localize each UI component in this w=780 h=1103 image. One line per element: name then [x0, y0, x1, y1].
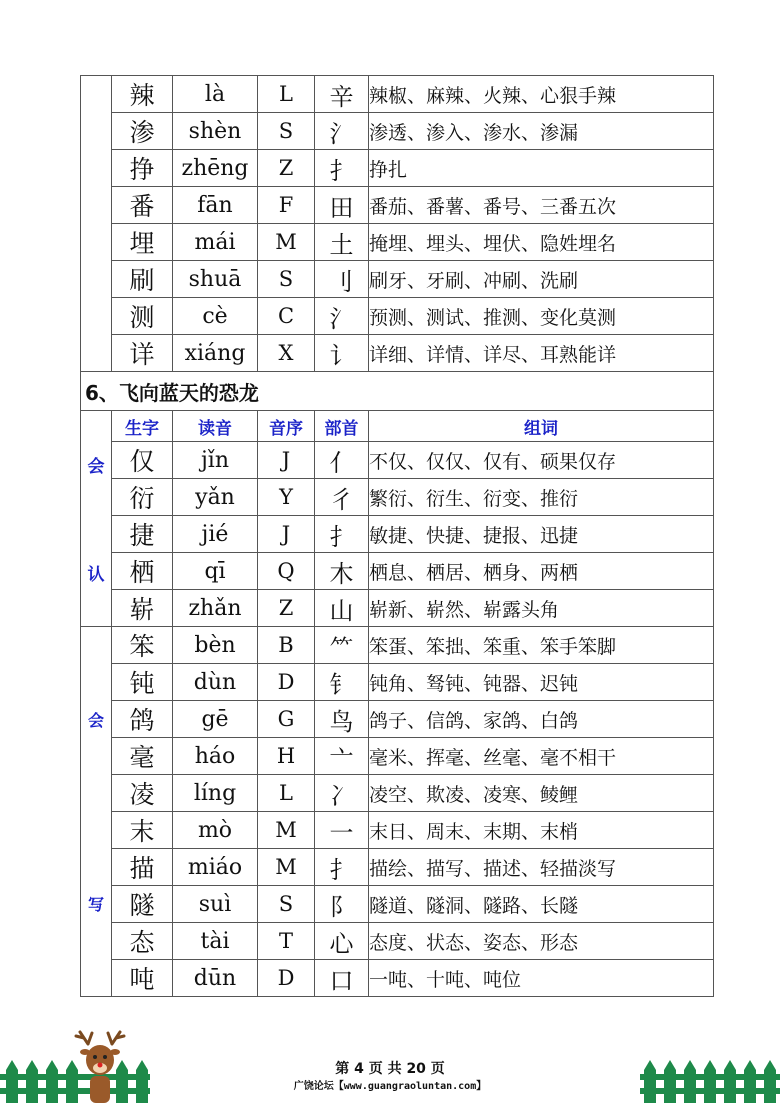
pinyin-cell: gē — [173, 701, 258, 738]
index-letter-cell: F — [258, 187, 315, 224]
index-letter-cell: T — [258, 923, 315, 960]
column-header-index: 音序 — [258, 411, 315, 442]
table-row — [81, 224, 714, 261]
pinyin-cell: líng — [173, 775, 258, 812]
pinyin-cell: jǐn — [173, 442, 258, 479]
radical-cell: 木 — [315, 553, 369, 590]
words-cell: 敏捷、快捷、捷报、迅捷 — [369, 516, 714, 553]
table-row — [81, 590, 714, 627]
words-cell: 态度、状态、姿态、形态 — [369, 923, 714, 960]
character-cell: 捷 — [112, 516, 173, 553]
index-letter-cell: H — [258, 738, 315, 775]
table-row — [81, 516, 714, 553]
character-cell: 崭 — [112, 590, 173, 627]
page-number: 第 4 页 共 20 页 — [335, 1061, 445, 1077]
pinyin-cell: dùn — [173, 664, 258, 701]
table-row — [81, 187, 714, 224]
pinyin-cell: háo — [173, 738, 258, 775]
pinyin-cell: bèn — [173, 627, 258, 664]
index-letter-cell: J — [258, 516, 315, 553]
radical-cell: 土 — [315, 224, 369, 261]
words-cell: 崭新、崭然、崭露头角 — [369, 590, 714, 627]
character-cell: 吨 — [112, 960, 173, 997]
radical-cell: 鸟 — [315, 701, 369, 738]
index-letter-cell: M — [258, 812, 315, 849]
column-header-radical: 部首 — [315, 411, 369, 442]
words-cell: 挣扎 — [369, 150, 714, 187]
section-label-char: 写 — [87, 895, 104, 915]
index-letter-cell: L — [258, 76, 315, 113]
index-letter-cell: D — [258, 664, 315, 701]
words-cell: 末日、周末、末期、末梢 — [369, 812, 714, 849]
pinyin-cell: cè — [173, 298, 258, 335]
column-header-pinyin: 读音 — [173, 411, 258, 442]
table-row — [81, 775, 714, 812]
words-cell: 一吨、十吨、吨位 — [369, 960, 714, 997]
radical-cell: 辛 — [315, 76, 369, 113]
pinyin-cell: tài — [173, 923, 258, 960]
radical-cell: 口 — [315, 960, 369, 997]
lesson-title: 6、飞向蓝天的恐龙 — [81, 372, 714, 411]
character-cell: 埋 — [112, 224, 173, 261]
pinyin-cell: shèn — [173, 113, 258, 150]
character-cell: 挣 — [112, 150, 173, 187]
column-header-char: 生字 — [112, 411, 173, 442]
radical-cell: 钅 — [315, 664, 369, 701]
table-row — [81, 113, 714, 150]
vocab-table — [80, 75, 714, 997]
character-cell: 态 — [112, 923, 173, 960]
character-cell: 详 — [112, 335, 173, 372]
character-cell: 末 — [112, 812, 173, 849]
table-row — [81, 886, 714, 923]
index-letter-cell: M — [258, 849, 315, 886]
radical-cell: 心 — [315, 923, 369, 960]
table-row — [81, 960, 714, 997]
words-cell: 凌空、欺凌、凌寒、鲮鲤 — [369, 775, 714, 812]
pinyin-cell: xiáng — [173, 335, 258, 372]
section-recognize — [81, 411, 112, 627]
index-letter-cell: J — [258, 442, 315, 479]
pinyin-cell: jié — [173, 516, 258, 553]
character-cell: 衍 — [112, 479, 173, 516]
table-row — [81, 664, 714, 701]
words-cell: 描绘、描写、描述、轻描淡写 — [369, 849, 714, 886]
character-cell: 笨 — [112, 627, 173, 664]
radical-cell: 扌 — [315, 849, 369, 886]
index-letter-cell: L — [258, 775, 315, 812]
column-header-words: 组词 — [369, 411, 714, 442]
words-cell: 掩埋、埋头、埋伏、隐姓埋名 — [369, 224, 714, 261]
pinyin-cell: zhēng — [173, 150, 258, 187]
radical-cell: 氵 — [315, 298, 369, 335]
pinyin-cell: qī — [173, 553, 258, 590]
radical-cell: 亠 — [315, 738, 369, 775]
character-cell: 隧 — [112, 886, 173, 923]
words-cell: 隧道、隧洞、隧路、长隧 — [369, 886, 714, 923]
table-row — [81, 627, 714, 664]
table-row — [81, 849, 714, 886]
header-row — [81, 411, 714, 442]
words-cell: 详细、详情、详尽、耳熟能详 — [369, 335, 714, 372]
table-row — [81, 442, 714, 479]
words-cell: 渗透、渗入、渗水、渗漏 — [369, 113, 714, 150]
character-cell: 栖 — [112, 553, 173, 590]
character-cell: 辣 — [112, 76, 173, 113]
words-cell: 预测、测试、推测、变化莫测 — [369, 298, 714, 335]
character-cell: 鸽 — [112, 701, 173, 738]
pinyin-cell: zhǎn — [173, 590, 258, 627]
radical-cell: 氵 — [315, 113, 369, 150]
table-row — [81, 812, 714, 849]
character-cell: 渗 — [112, 113, 173, 150]
pinyin-cell: suì — [173, 886, 258, 923]
words-cell: 栖息、栖居、栖身、两栖 — [369, 553, 714, 590]
words-cell: 辣椒、麻辣、火辣、心狠手辣 — [369, 76, 714, 113]
section-label-char: 会 — [87, 710, 104, 730]
table-row — [81, 701, 714, 738]
index-letter-cell: Y — [258, 479, 315, 516]
radical-cell: 冫 — [315, 775, 369, 812]
radical-cell: 田 — [315, 187, 369, 224]
pinyin-cell: dūn — [173, 960, 258, 997]
radical-cell: ⺮ — [315, 627, 369, 664]
table-row — [81, 150, 714, 187]
index-letter-cell: D — [258, 960, 315, 997]
character-cell: 番 — [112, 187, 173, 224]
table-row — [81, 76, 714, 113]
character-cell: 描 — [112, 849, 173, 886]
words-cell: 钝角、驽钝、钝器、迟钝 — [369, 664, 714, 701]
index-letter-cell: G — [258, 701, 315, 738]
radical-cell: 一 — [315, 812, 369, 849]
words-cell: 鸽子、信鸽、家鸽、白鸽 — [369, 701, 714, 738]
pinyin-cell: fān — [173, 187, 258, 224]
words-cell: 刷牙、牙刷、冲刷、洗刷 — [369, 261, 714, 298]
section-label-char: 认 — [87, 564, 105, 585]
character-cell: 毫 — [112, 738, 173, 775]
section-label-char: 会 — [87, 457, 105, 478]
words-cell: 毫米、挥毫、丝毫、毫不相干 — [369, 738, 714, 775]
table-row — [81, 738, 714, 775]
index-letter-cell: Z — [258, 150, 315, 187]
character-cell: 刷 — [112, 261, 173, 298]
pinyin-cell: là — [173, 76, 258, 113]
table-row — [81, 298, 714, 335]
radical-cell: 讠 — [315, 335, 369, 372]
table-row — [81, 923, 714, 960]
table-row — [81, 335, 714, 372]
words-cell: 繁衍、衍生、衍变、推衍 — [369, 479, 714, 516]
table-row — [81, 479, 714, 516]
radical-cell: 扌 — [315, 150, 369, 187]
section-label-empty — [81, 76, 112, 372]
radical-cell: 山 — [315, 590, 369, 627]
site-credit: 广饶论坛【www.guangraoluntan.com】 — [293, 1081, 487, 1092]
character-cell: 仅 — [112, 442, 173, 479]
character-cell: 凌 — [112, 775, 173, 812]
index-letter-cell: X — [258, 335, 315, 372]
index-letter-cell: M — [258, 224, 315, 261]
section-write — [81, 627, 112, 997]
character-cell: 钝 — [112, 664, 173, 701]
words-cell: 番茄、番薯、番号、三番五次 — [369, 187, 714, 224]
index-letter-cell: B — [258, 627, 315, 664]
radical-cell: 亻 — [315, 442, 369, 479]
table-row — [81, 261, 714, 298]
radical-cell: 彳 — [315, 479, 369, 516]
table-row — [81, 553, 714, 590]
words-cell: 笨蛋、笨拙、笨重、笨手笨脚 — [369, 627, 714, 664]
index-letter-cell: S — [258, 261, 315, 298]
index-letter-cell: C — [258, 298, 315, 335]
index-letter-cell: S — [258, 113, 315, 150]
pinyin-cell: mái — [173, 224, 258, 261]
words-cell: 不仅、仅仅、仅有、硕果仅存 — [369, 442, 714, 479]
index-letter-cell: Q — [258, 553, 315, 590]
radical-cell: 阝 — [315, 886, 369, 923]
radical-cell: 刂 — [315, 261, 369, 298]
lesson-title-row — [81, 372, 714, 411]
character-cell: 测 — [112, 298, 173, 335]
pinyin-cell: yǎn — [173, 479, 258, 516]
pinyin-cell: mò — [173, 812, 258, 849]
pinyin-cell: miáo — [173, 849, 258, 886]
index-letter-cell: S — [258, 886, 315, 923]
radical-cell: 扌 — [315, 516, 369, 553]
index-letter-cell: Z — [258, 590, 315, 627]
pinyin-cell: shuā — [173, 261, 258, 298]
